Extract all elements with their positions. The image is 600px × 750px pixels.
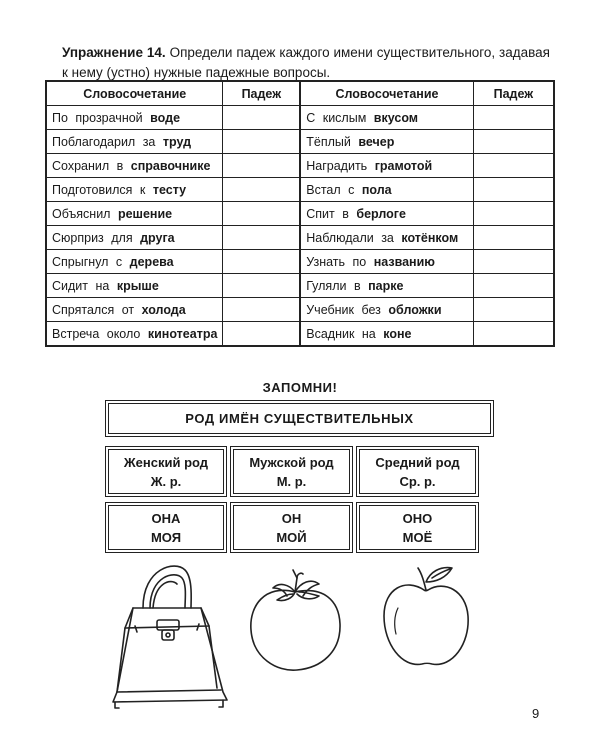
masculine-pronoun-box (233, 505, 350, 550)
noun-word: воде (150, 110, 181, 125)
phrase-left-cell (46, 106, 223, 130)
header-case-left: Падеж (223, 81, 300, 106)
phrase-right-cell (300, 250, 473, 274)
noun-word: труд (162, 134, 192, 149)
case-answer-right-cell (473, 178, 554, 202)
noun-word: тесту (152, 182, 187, 197)
neuter-name: Средний род (375, 454, 460, 470)
masculine-abbr: М. р. (276, 473, 307, 489)
table-row (46, 298, 554, 322)
noun-word: названию (373, 254, 435, 269)
phrase-right-cell (300, 154, 473, 178)
masculine-gender-box (233, 449, 350, 494)
noun-word: друга (140, 230, 175, 245)
noun-word: кинотеатра (147, 326, 218, 341)
exercise-text: Определи падеж каждого имени существительного, задавая к нему (устно) нужные падежные вопросы. (62, 45, 550, 80)
table-row (46, 130, 554, 154)
case-answer-left-cell (223, 274, 300, 298)
phrase-prefix: Встреча около (52, 326, 141, 341)
phrase-prefix: Сюрприз для (52, 230, 133, 245)
exercise-label: Упражнение 14. (62, 45, 166, 60)
case-answer-right-cell (473, 250, 554, 274)
phrase-left-cell (46, 154, 223, 178)
neuter-gender-box (359, 449, 476, 494)
phrase-right-cell (300, 178, 473, 202)
phrase-right-cell (300, 322, 473, 347)
phrase-left-cell (46, 298, 223, 322)
phrase-prefix: Спрыгнул с (52, 254, 123, 269)
phrase-prefix: Гуляли в (306, 278, 361, 293)
tomato-illustration (245, 566, 345, 676)
phrase-prefix: Узнать по (306, 254, 367, 269)
remember-heading: ЗАПОМНИ! (262, 380, 338, 395)
case-answer-right-cell (473, 226, 554, 250)
table-row (46, 202, 554, 226)
phrase-prefix: Подготовился к (52, 182, 146, 197)
case-answer-right-cell (473, 322, 554, 347)
case-answer-left-cell (223, 226, 300, 250)
phrase-right-cell (300, 274, 473, 298)
case-answer-right-cell (473, 154, 554, 178)
exercise-instruction (62, 43, 550, 83)
phrase-left-cell (46, 322, 223, 347)
table-row (46, 106, 554, 130)
phrase-right-cell (300, 298, 473, 322)
phrase-left-cell (46, 202, 223, 226)
phrase-right-cell (300, 130, 473, 154)
phrase-prefix: Всадник на (306, 326, 376, 341)
noun-word: котёнком (401, 230, 459, 245)
neuter-possessive: МОЁ (402, 529, 433, 545)
handbag-illustration (105, 560, 230, 710)
table-row (46, 250, 554, 274)
table-row (46, 322, 554, 347)
masculine-name: Мужской род (249, 454, 334, 470)
case-answer-left-cell (223, 178, 300, 202)
phrase-prefix: Объяснил (52, 206, 111, 221)
gender-title-box: РОД ИМЁН СУЩЕСТВИТЕЛЬНЫХ (108, 403, 491, 434)
table-row (46, 226, 554, 250)
feminine-abbr: Ж. р. (150, 473, 182, 489)
feminine-name: Женский род (123, 454, 209, 470)
neuter-pronoun-box (359, 505, 476, 550)
case-answer-left-cell (223, 202, 300, 226)
phrase-prefix: С кислым (306, 110, 367, 125)
case-answer-right-cell (473, 202, 554, 226)
noun-word: коне (383, 326, 412, 341)
phrase-prefix: Спрятался от (52, 302, 135, 317)
page-number: 9 (532, 706, 540, 721)
phrase-prefix: Спит в (306, 206, 349, 221)
phrase-prefix: Сохранил в (52, 158, 124, 173)
header-phrase-right: Словосочетание (300, 81, 473, 106)
table-header-row (46, 81, 554, 106)
table-row (46, 178, 554, 202)
noun-word: обложки (388, 302, 442, 317)
phrase-left-cell (46, 226, 223, 250)
case-answer-right-cell (473, 130, 554, 154)
noun-word: парке (368, 278, 404, 293)
case-table (45, 80, 555, 347)
case-answer-left-cell (223, 154, 300, 178)
phrase-right-cell (300, 202, 473, 226)
neuter-pronoun: ОНО (402, 510, 433, 526)
case-answer-right-cell (473, 274, 554, 298)
noun-word: дерева (129, 254, 174, 269)
phrase-prefix: Сидит на (52, 278, 110, 293)
phrase-left-cell (46, 130, 223, 154)
header-case-right: Падеж (473, 81, 554, 106)
apple-illustration (376, 560, 476, 675)
masculine-possessive: МОЙ (276, 529, 307, 545)
feminine-pronoun-box (108, 505, 224, 550)
table-row (46, 154, 554, 178)
phrase-left-cell (46, 274, 223, 298)
masculine-pronoun: ОН (281, 510, 302, 526)
noun-word: вечер (358, 134, 395, 149)
case-answer-right-cell (473, 298, 554, 322)
case-answer-left-cell (223, 130, 300, 154)
phrase-prefix: Учебник без (306, 302, 381, 317)
noun-word: справочнике (130, 158, 211, 173)
header-phrase-left: Словосочетание (46, 81, 223, 106)
phrase-prefix: Встал с (306, 182, 355, 197)
case-answer-right-cell (473, 106, 554, 130)
noun-word: решение (117, 206, 173, 221)
noun-word: вкусом (373, 110, 419, 125)
phrase-prefix: Тёплый (306, 134, 351, 149)
noun-word: холода (141, 302, 186, 317)
feminine-pronoun: ОНА (151, 510, 181, 526)
noun-word: пола (361, 182, 392, 197)
noun-word: берлоге (356, 206, 406, 221)
noun-word: грамотой (374, 158, 433, 173)
feminine-gender-box (108, 449, 224, 494)
phrase-prefix: Наблюдали за (306, 230, 394, 245)
case-answer-left-cell (223, 250, 300, 274)
phrase-prefix: Наградить (306, 158, 368, 173)
table-row (46, 274, 554, 298)
feminine-possessive: МОЯ (150, 529, 182, 545)
phrase-left-cell (46, 178, 223, 202)
case-answer-left-cell (223, 298, 300, 322)
phrase-right-cell (300, 106, 473, 130)
phrase-right-cell (300, 226, 473, 250)
phrase-prefix: По прозрачной (52, 110, 143, 125)
neuter-abbr: Ср. р. (399, 473, 436, 489)
case-answer-left-cell (223, 322, 300, 347)
noun-word: крыше (116, 278, 159, 293)
phrase-left-cell (46, 250, 223, 274)
case-answer-left-cell (223, 106, 300, 130)
phrase-prefix: Поблагодарил за (52, 134, 156, 149)
